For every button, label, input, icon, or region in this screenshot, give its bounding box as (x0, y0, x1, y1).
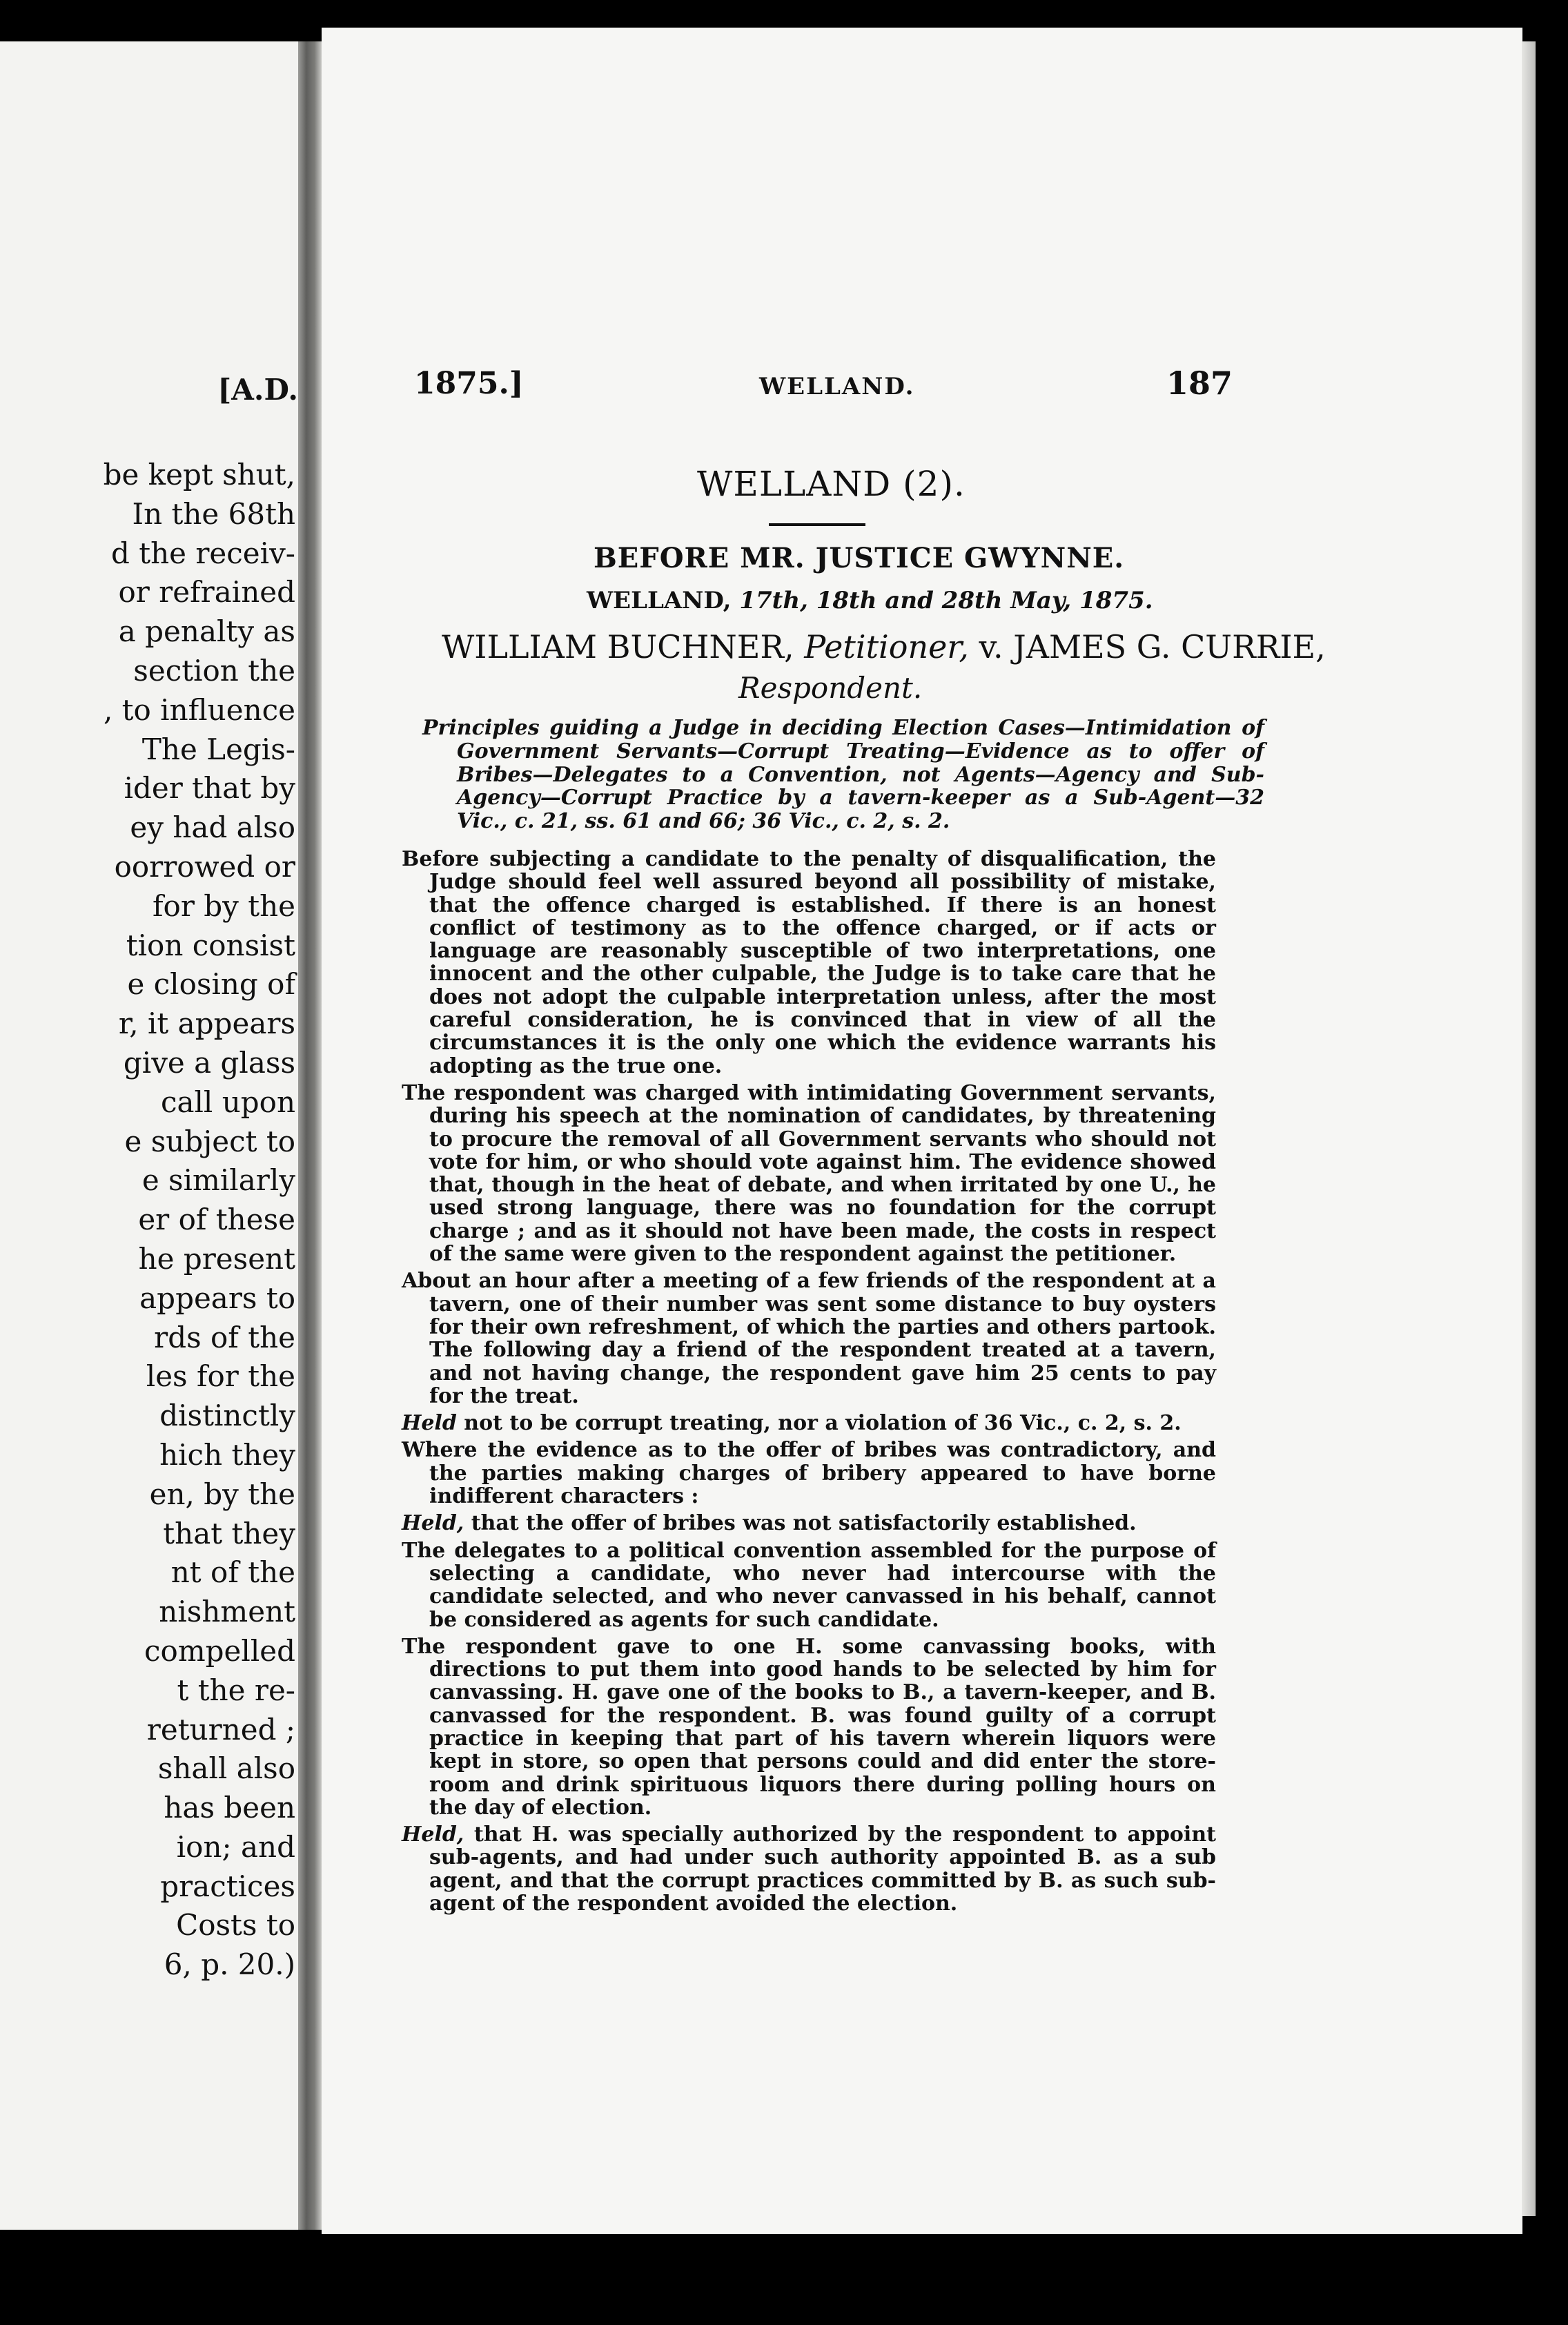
case-title: WELLAND (2). (697, 464, 966, 504)
left-facing-page (0, 41, 304, 2230)
title-divider (769, 523, 865, 526)
summary-paragraph (402, 1082, 1216, 1265)
left-page-line: he present (138, 1241, 295, 1276)
summary-paragraph (402, 1439, 1216, 1508)
holding-label: Held, (402, 1511, 464, 1536)
left-page-line: call upon (160, 1084, 295, 1119)
place: WELLAND, (587, 587, 732, 614)
paragraph-text: About an hour after a meeting of a few friends of the respondent at a tavern, one of their number was sent some distance to buy oysters for their own refreshment, of which the parties and others partook. The following day a friend of the respondent treated at a tavern, and not having change, the respondent gave him 25 cents to pay for the treat. (402, 1269, 1216, 1408)
left-page-line: d the receiv- (110, 536, 295, 570)
headnote: Principles guiding a Judge in deciding Election Cases—Intimidation of Government Servants—Corrupt Treating—Evidence as to offer of Bribes—Delegates to a Convention, not Agents—Agency and Sub-Agency—Corrupt Practice by a tavern-keeper as a Sub-Agent—32 Vic., c. 21, ss. 61 and 66; 36 Vic., c. 2, s. 2. (422, 716, 1264, 834)
paragraph-text: Where the evidence as to the offer of bribes was contradictory, and the parties making charges of bribery appeared to have borne indifferent characters : (402, 1438, 1216, 1509)
summary-paragraph (402, 1635, 1216, 1819)
left-page-line: has been (164, 1791, 295, 1825)
book-binding-gutter (298, 41, 322, 2230)
left-page-line: ider that by (124, 771, 295, 806)
left-page-line: Costs to (176, 1908, 295, 1943)
left-page-line: practices (160, 1869, 295, 1903)
left-page-line: r, it appears (118, 1006, 295, 1041)
left-page-line: appears to (139, 1281, 295, 1315)
left-page-header: [A.D. (217, 373, 298, 407)
case-summary (402, 848, 1216, 1919)
left-page-line: In the 68th (132, 496, 295, 531)
page-edge (1522, 41, 1536, 2216)
left-page-line: oorrowed or (114, 849, 295, 884)
left-page-line: nishment (159, 1595, 295, 1629)
left-page-text (104, 456, 295, 1985)
left-page-line: give a glass (123, 1045, 295, 1080)
summary-paragraph (402, 1539, 1216, 1631)
paragraph-text: not to be corrupt treating, nor a violation of 36 Vic., c. 2, s. 2. (456, 1411, 1182, 1436)
left-page-line: The Legis- (141, 732, 295, 766)
petitioner-role: Petitioner, (804, 628, 969, 665)
paragraph-text: that the offer of bribes was not satisfactorily established. (464, 1511, 1137, 1536)
left-page-line: ey had also (130, 810, 295, 845)
left-page-line: section the (133, 653, 295, 688)
respondent-role: Respondent. (738, 671, 923, 705)
summary-paragraph (402, 1512, 1216, 1535)
page-number: 187 (1166, 364, 1233, 402)
summary-paragraph (402, 1269, 1216, 1408)
running-head-title: WELLAND. (759, 373, 915, 400)
left-page-line: shall also (157, 1751, 295, 1786)
left-page-line: er of these (138, 1203, 295, 1237)
paragraph-text: Before subjecting a candidate to the penalty of disqualification, the Judge should feel well assured beyond all possibility of mistake, that the offence charged is established. If there is an honest conflict of testimony as to the offence charged, or if acts or language are reasonably susceptible of two interpretations, one innocent and the other culpable, the Judge is to take care that he does not adopt the culpable interpretation unless, after the most careful consideration, he is convinced that in view of all the circumstances it is the only one which the evidence warrants his adopting as the true one. (402, 847, 1216, 1078)
paragraph-text: The respondent was charged with intimidating Government servants, during his speech at the nomination of candidates, by threatening to procure the removal of all Government servants who should not vote for him, or who should vote against him. The evidence showed that, though in the heat of debate, and when irritated by one U., he used strong language, there was no foundation for the corrupt charge ; and as it should not have been made, the costs in respect of the same were given to the respondent against the petitioner. (402, 1080, 1216, 1267)
summary-paragraph (402, 848, 1216, 1078)
left-page-line: distinctly (159, 1399, 295, 1433)
left-page-line: that they (163, 1516, 295, 1550)
place-and-dates (587, 587, 1153, 614)
judge-prefix: BEFORE MR. JUSTICE (594, 542, 964, 574)
left-page-line: e subject to (124, 1124, 295, 1158)
dates: 17th, 18th and 28th May, 1875. (739, 587, 1153, 614)
summary-paragraph (402, 1823, 1216, 1915)
left-page-line: e similarly (141, 1163, 295, 1198)
left-page-line: hich they (159, 1437, 295, 1472)
left-page-line: e closing of (127, 967, 295, 1002)
judge-line (594, 542, 1124, 574)
paragraph-text: The delegates to a political convention assembled for the purpose of selecting a candidate, who never had intercourse with the candidate selected, and who never canvassed in his behalf, cannot be considered as agents for such candidate. (402, 1538, 1216, 1632)
parties-line (442, 628, 1326, 665)
running-head-year: 1875.] (414, 366, 524, 401)
left-page-line: returned ; (146, 1712, 295, 1747)
left-page-line: , to influence (103, 692, 295, 727)
holding-label: Held, (402, 1822, 464, 1847)
summary-paragraph (402, 1412, 1216, 1434)
left-page-line: for by the (152, 888, 295, 923)
left-page-line: en, by the (149, 1477, 295, 1511)
paragraph-text: that H. was specially authorized by the respondent to appoint sub-agents, and had under such authority appointed B. as a sub agent, and that the corrupt practices committed by B. as such sub-agent of the respondent avoided the election. (429, 1822, 1216, 1916)
respondent-name: JAMES G. CURRIE, (1013, 628, 1326, 665)
left-page-line: 6, p. 20.) (164, 1947, 295, 1982)
left-page-line: les for the (146, 1359, 295, 1394)
left-page-line: nt of the (170, 1555, 295, 1590)
left-page-line: ion; and (176, 1829, 295, 1864)
left-page-line: be kept shut, (103, 458, 295, 492)
left-page-line: tion consist (126, 928, 295, 962)
paragraph-text: The respondent gave to one H. some canvassing books, with directions to put them into good hands to be selected by him for canvassing. H. gave one of the books to B., a tavern-keeper, and B. canvassed for the respondent. B. was found guilty of a corrupt practice in keeping that part of his tavern wherein liquors were kept in store, so open that persons could and did enter the store-room and drink spirituous liquors there during polling hours on the day of election. (402, 1634, 1216, 1820)
left-page-line: a penalty as (118, 614, 295, 649)
left-page-line: rds of the (154, 1320, 295, 1354)
holding-label: Held (402, 1411, 457, 1436)
left-page-line: t the re- (177, 1673, 295, 1707)
versus: v. (979, 628, 1003, 665)
left-page-line: or refrained (118, 575, 295, 610)
judge-name: GWYNNE. (964, 542, 1125, 574)
petitioner-name: WILLIAM BUCHNER, (442, 628, 794, 665)
left-page-line: compelled (144, 1633, 295, 1668)
